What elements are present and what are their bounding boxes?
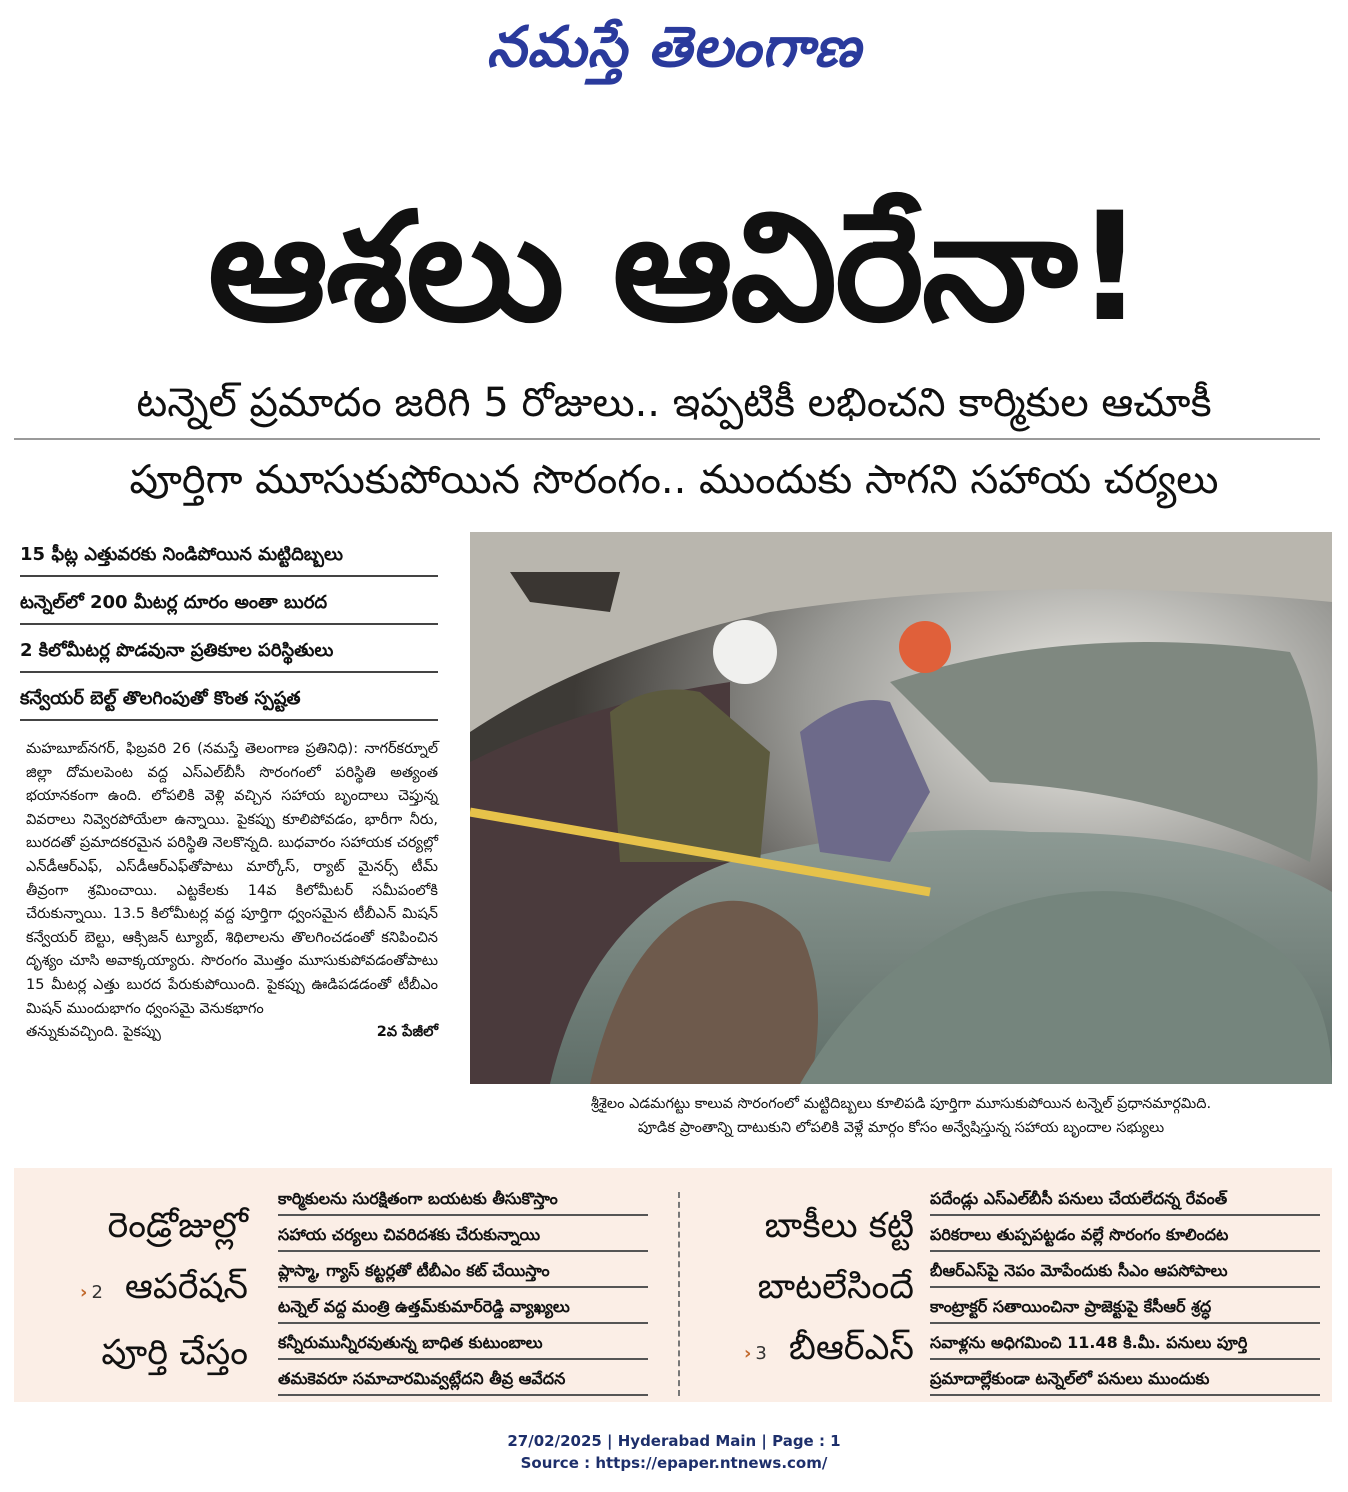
teaser-right-line-3-text: బీఆర్‌ఎస్ xyxy=(788,1328,914,1368)
jump-arrow-icon[interactable]: › 3 xyxy=(743,1343,767,1364)
highlight-item: టన్నెల్‌లో 200 మీటర్ల దూరం అంతా బురద xyxy=(20,583,438,625)
teaser-right-line-1: బాకీలు కట్టి xyxy=(764,1206,914,1246)
teaser-left-line-3: పూర్తి చేస్తం xyxy=(101,1333,248,1373)
teaser-right-item: పదేండ్లు ఎస్‌ఎల్‌బీసీ పనులు చేయలేదన్న రేవంత్ xyxy=(930,1184,1320,1216)
highlight-item: 15 ఫీట్ల ఎత్తువరకు నిండిపోయిన మట్టిదిబ్బలు xyxy=(20,535,438,577)
teaser-right-item: కాంట్రాక్టర్ సతాయించినా ప్రాజెక్టుపై కేసీఆర్ శ్రద్ధ xyxy=(930,1292,1320,1324)
teaser-left-item: తమకెవరూ సమాచారమివ్వట్లేదని తీవ్ర ఆవేదన xyxy=(278,1364,648,1396)
teaser-right-item: బీఆర్‌ఎస్‌పై నెపం మోపేందుకు సీఎం ఆపసోపాలు xyxy=(930,1256,1320,1288)
caption-line-2: పూడిక ప్రాంతాన్ని దాటుకుని లోపలికి వెళ్లే మార్గం కోసం అన్వేషిస్తున్న సహాయ బృందాల సభ్యులు xyxy=(637,1120,1165,1136)
teaser-right-line-3 xyxy=(702,1318,914,1384)
teaser-divider xyxy=(678,1192,680,1396)
highlight-item: కన్వేయర్ బెల్ట్ తొలగింపుతో కొంత స్పష్టత xyxy=(20,679,438,721)
photo-caption xyxy=(470,1092,1332,1140)
teaser-right-item: పరికరాలు తుప్పపట్టడం వల్లే సొరంగం కూలిందట xyxy=(930,1220,1320,1252)
deck-line-2: పూర్తిగా మూసుకుపోయిన సొరంగం.. ముందుకు సాగని సహాయ చర్యలు xyxy=(129,457,1219,503)
teaser-left-list xyxy=(278,1184,648,1400)
main-headline: ఆశలు ఆవిరేనా! xyxy=(207,181,1143,355)
teaser-right-item: సవాళ్లను అధిగమించి 11.48 కి.మీ. పనులు పూర్తి xyxy=(930,1328,1320,1360)
teaser-right-headline xyxy=(702,1196,914,1384)
teaser-right-list xyxy=(930,1184,1320,1400)
deck-line-1: టన్నెల్ ప్రమాదం జరిగి 5 రోజులు.. ఇప్పటికీ లభించని కార్మికుల ఆచూకీ xyxy=(136,380,1212,426)
teaser-left-line-2-text: ఆపరేషన్ xyxy=(124,1267,248,1307)
article-body xyxy=(26,738,438,1045)
teaser-left-item: కన్నీరుమున్నీరవుతున్న బాధిత కుటుంబాలు xyxy=(278,1328,648,1360)
teaser-left-item: సహాయ చర్యలు చివరిదశకు చేరుకున్నాయి xyxy=(278,1220,648,1252)
teaser-left-item: టన్నెల్ వద్ద మంత్రి ఉత్తమ్‌కుమార్‌రెడ్డి వ్యాఖ్యలు xyxy=(278,1292,648,1324)
caption-line-1: శ్రీశైలం ఎడమగట్టు కాలువ సొరంగంలో మట్టిదిబ్బలు కూలిపడి పూర్తిగా మూసుకుపోయిన టన్నెల్ ప్రధానమార్గమిది. xyxy=(590,1096,1212,1112)
highlights-list xyxy=(20,535,438,727)
tunnel-photo-illustration xyxy=(470,532,1332,1084)
teaser-right-item: ప్రమాదాల్లేకుండా టన్నెల్‌లో పనులు ముందుకు xyxy=(930,1364,1320,1396)
footer-source-link[interactable]: Source : https://epaper.ntnews.com/ xyxy=(520,1454,828,1472)
teaser-left-item: కార్మికులను సురక్షితంగా బయటకు తీసుకొస్తాం xyxy=(278,1184,648,1216)
jump-arrow-icon[interactable]: › 2 xyxy=(80,1282,103,1303)
article-last-line: తన్నుకువచ్చింది. పైకప్పు xyxy=(26,1024,161,1041)
teaser-left-line-2 xyxy=(38,1257,248,1323)
deck-divider xyxy=(14,438,1320,440)
footer-date-edition: 27/02/2025 | Hyderabad Main | Page : 1 xyxy=(507,1432,841,1450)
teaser-left-line-1: రెండ్రోజుల్లో xyxy=(107,1206,248,1246)
teaser-left-headline xyxy=(38,1196,248,1384)
masthead-logo: నమస్తే తెలంగాణ xyxy=(486,15,862,80)
article-text: మహబూబ్‌నగర్, ఫిబ్రవరి 26 (నమస్తే తెలంగాణ ప్రతినిధి): నాగర్‌కర్నూల్ జిల్లా దోమలపెంట వద్ద ఎస్‌ఎల్‌బీసీ సొరంగంలో పరిస్థితి అత్యంత భయానకంగా ఉంది. లోపలికి వెళ్లి వచ్చిన సహాయ బృందాలు చెప్తున్న వివరాలు నివ్వెరపోయేలా ఉన్నాయి. పైకప్పు కూలిపోవడం, భారీగా నీరు, బురదతో ప్రమాదకరమైన పరిస్థితి నెలకొన్నది. బుధవారం సహాయక చర్యల్లో ఎన్‌డీఆర్‌ఎఫ్, ఎస్‌డీఆర్‌ఎఫ్‌తోపాటు మార్కోస్, ర్యాట్ మైనర్స్ టీమ్ తీవ్రంగా శ్రమించాయి. ఎట్టకేలకు 14వ కిలోమీటర్ సమీపంలోకి చేరుకున్నాయి. 13.5 కిలోమీటర్ల వద్ద పూర్తిగా ధ్వంసమైన టీబీఎన్ మిషన్ కన్వేయర్ బెల్టు, ఆక్సిజన్ ట్యూబ్, శిథిలాలను తొలగించడంతో కనిపించిన దృశ్యం చూసి అవాక్కయ్యారు. సొరంగం మొత్తం మూసుకుపోవడంతోపాటు 15 మీటర్ల ఎత్తు బురద పేరుకుపోయింది. పైకప్పు ఊడిపడడంతో టీబీఎం మిషన్ ముందుభాగం ధ్వంసమై వెనుకభాగం xyxy=(26,741,438,1017)
tunnel-photo xyxy=(470,532,1332,1084)
continued-line xyxy=(26,1021,438,1045)
page-footer xyxy=(0,1430,1348,1474)
highlight-item: 2 కిలోమీటర్ల పొడవునా ప్రతికూల పరిస్థితులు xyxy=(20,631,438,673)
continued-on-page: 2వ పేజీలో xyxy=(376,1024,438,1041)
teaser-left-item: ప్లాస్మా, గ్యాస్ కట్టర్లతో టీబీఎం కట్ చేయిస్తాం xyxy=(278,1256,648,1288)
jump-page-number[interactable]: 3 xyxy=(755,1343,767,1364)
teaser-right-line-2: బాటలేసిందే xyxy=(757,1267,914,1307)
jump-page-number[interactable]: 2 xyxy=(91,1282,103,1303)
